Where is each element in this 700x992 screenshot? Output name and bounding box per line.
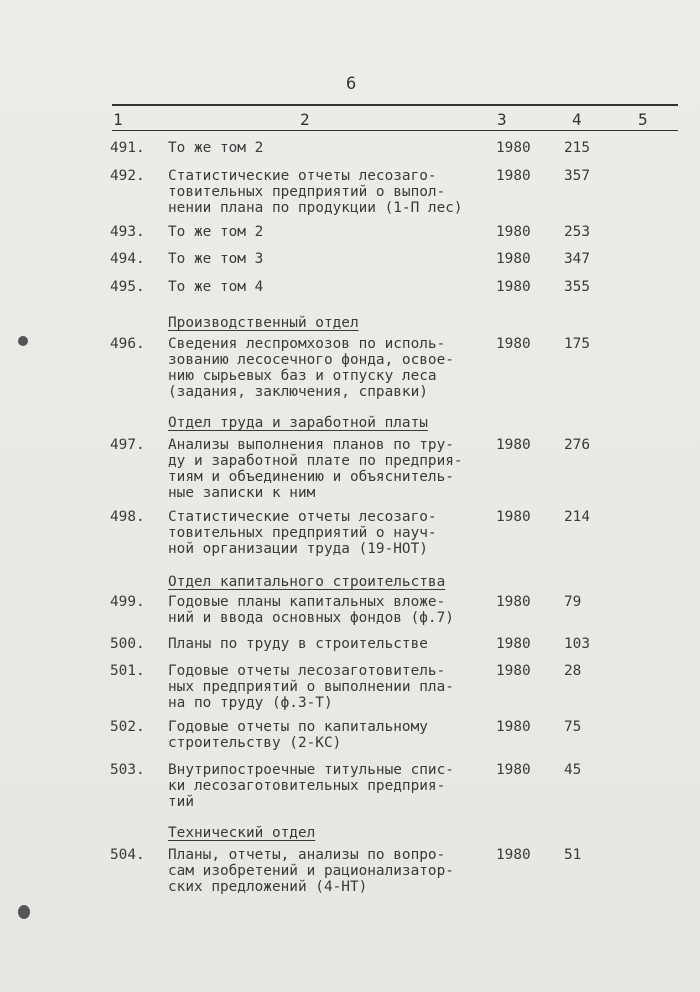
punch-hole-mark <box>18 336 28 346</box>
row-count: 357 <box>564 168 590 184</box>
row-description: Статистические отчеты лесозаго- товительных предприятий о науч- ной организации труда (19-НОТ) <box>168 509 437 557</box>
header-col-4: 4 <box>572 110 582 129</box>
row-number: 501. <box>110 663 145 679</box>
row-description: То же том 3 <box>168 251 264 267</box>
header-col-3: 3 <box>497 110 507 129</box>
header-col-2: 2 <box>300 110 310 129</box>
row-year: 1980 <box>496 224 531 240</box>
row-count: 347 <box>564 251 590 267</box>
row-description: Статистические отчеты лесозаго- товительных предприятий о выпол- нении плана по продукции (1-П лес) <box>168 168 463 216</box>
row-year: 1980 <box>496 509 531 525</box>
row-number: 496. <box>110 336 145 352</box>
row-year: 1980 <box>496 336 531 352</box>
row-number: 497. <box>110 437 145 453</box>
row-description: Анализы выполнения планов по тру- ду и заработной плате по предприя- тиям и объединению и объяснитель- ные записки к ним <box>168 437 463 501</box>
table-top-rule <box>112 104 678 106</box>
row-count: 253 <box>564 224 590 240</box>
row-count: 214 <box>564 509 590 525</box>
row-description: Годовые отчеты по капитальному строительству (2-КС) <box>168 719 428 751</box>
row-number: 493. <box>110 224 145 240</box>
row-number: 503. <box>110 762 145 778</box>
section-heading: Технический отдел <box>168 825 316 841</box>
row-count: 51 <box>564 847 582 863</box>
row-count: 28 <box>564 663 582 679</box>
page-number: 6 <box>346 74 357 94</box>
row-number: 504. <box>110 847 145 863</box>
row-year: 1980 <box>496 663 531 679</box>
row-number: 498. <box>110 509 145 525</box>
row-count: 276 <box>564 437 590 453</box>
row-count: 175 <box>564 336 590 352</box>
row-year: 1980 <box>496 847 531 863</box>
row-year: 1980 <box>496 251 531 267</box>
row-year: 1980 <box>496 279 531 295</box>
row-count: 45 <box>564 762 582 778</box>
row-count: 79 <box>564 594 582 610</box>
row-number: 494. <box>110 251 145 267</box>
row-year: 1980 <box>496 140 531 156</box>
row-description: Сведения леспромхозов по исполь- зованию лесосечного фонда, освое- нию сырьевых баз и отпуску леса (задания, заключения, справки) <box>168 336 454 400</box>
row-description: То же том 2 <box>168 224 264 240</box>
row-year: 1980 <box>496 636 531 652</box>
table-header-rule <box>112 130 678 131</box>
row-year: 1980 <box>496 762 531 778</box>
row-number: 495. <box>110 279 145 295</box>
row-description: Внутрипостроечные титульные спис- ки лесозаготовительных предприя- тий <box>168 762 454 810</box>
row-year: 1980 <box>496 594 531 610</box>
row-number: 491. <box>110 140 145 156</box>
row-number: 502. <box>110 719 145 735</box>
section-heading: Производственный отдел <box>168 315 359 331</box>
row-year: 1980 <box>496 719 531 735</box>
row-year: 1980 <box>496 168 531 184</box>
header-col-5: 5 <box>638 110 648 129</box>
row-description: Годовые отчеты лесозаготовитель- ных предприятий о выполнении пла- на по труду (ф.3-Т) <box>168 663 454 711</box>
row-description: Годовые планы капитальных вложе- ний и ввода основных фондов (ф.7) <box>168 594 454 626</box>
punch-hole-mark <box>18 905 30 919</box>
header-col-1: 1 <box>113 110 123 129</box>
section-heading: Отдел капитального строительства <box>168 574 446 590</box>
row-year: 1980 <box>496 437 531 453</box>
row-count: 355 <box>564 279 590 295</box>
section-heading: Отдел труда и заработной платы <box>168 415 428 431</box>
row-count: 75 <box>564 719 582 735</box>
row-number: 492. <box>110 168 145 184</box>
row-description: То же том 2 <box>168 140 264 156</box>
row-count: 103 <box>564 636 590 652</box>
row-count: 215 <box>564 140 590 156</box>
row-description: Планы по труду в строительстве <box>168 636 428 652</box>
row-number: 499. <box>110 594 145 610</box>
row-number: 500. <box>110 636 145 652</box>
row-description: То же том 4 <box>168 279 264 295</box>
row-description: Планы, отчеты, анализы по вопро- сам изобретений и рационализатор- ских предложений (4-НТ) <box>168 847 454 895</box>
